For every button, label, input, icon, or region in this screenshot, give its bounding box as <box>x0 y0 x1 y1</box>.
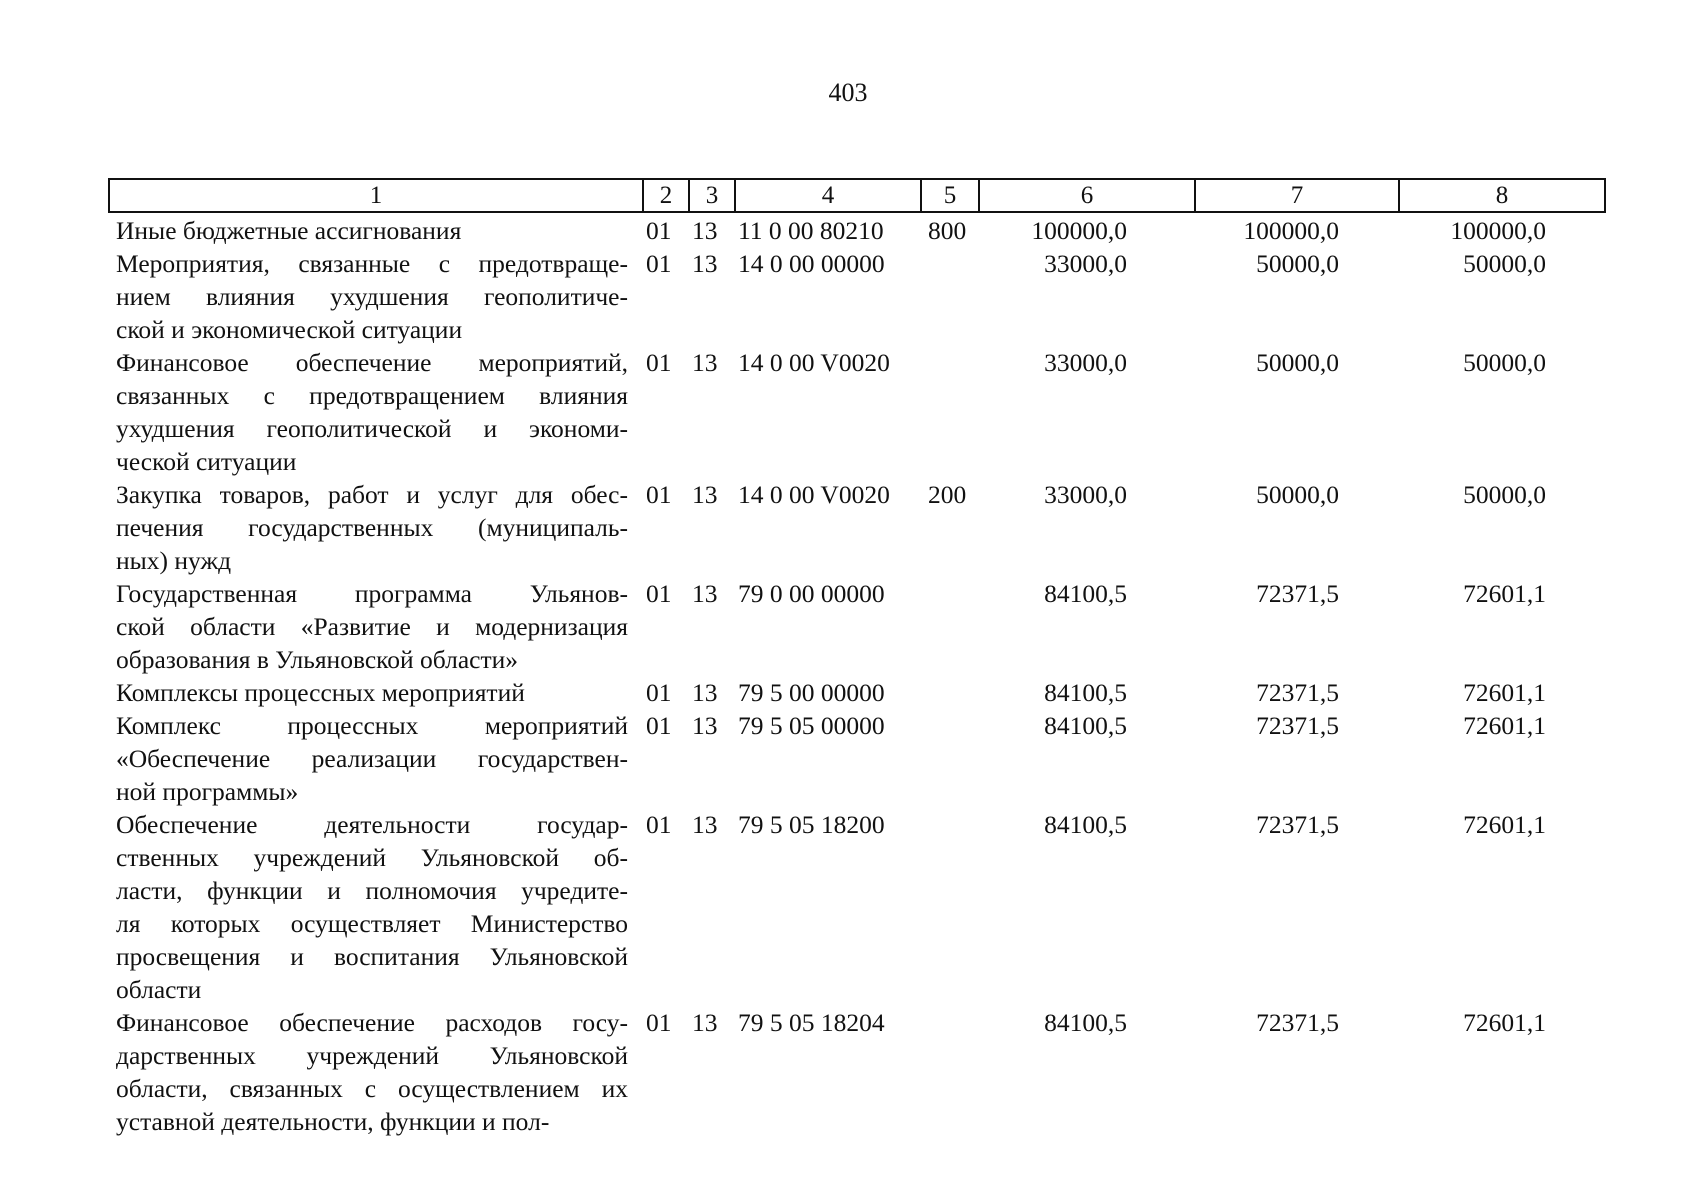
description-line: Комплекс процессных мероприятий <box>116 711 628 740</box>
cell-col-3: 13 <box>692 810 718 839</box>
description-line: нием влияния ухудшения геополитиче- <box>116 282 628 311</box>
cell-col-3: 13 <box>692 480 718 509</box>
cell-col-6: 33000,0 <box>1044 480 1127 509</box>
cell-col-8: 72601,1 <box>1463 579 1546 608</box>
column-header-8: 8 <box>1399 179 1605 212</box>
row-description <box>116 709 628 808</box>
cell-col-6: 33000,0 <box>1044 249 1127 278</box>
cell-col-6: 84100,5 <box>1044 579 1127 608</box>
cell-col-3: 13 <box>692 348 718 377</box>
description-line: «Обеспечение реализации государствен- <box>116 744 628 773</box>
table-row <box>0 247 1696 346</box>
description-line: образования в Ульяновской области» <box>116 645 519 674</box>
cell-col-7: 72371,5 <box>1256 678 1339 707</box>
description-line: ской и экономической ситуации <box>116 315 463 344</box>
description-line: Обеспечение деятельности государ- <box>116 810 628 839</box>
row-description <box>116 577 628 676</box>
row-description <box>116 346 628 478</box>
cell-col-4: 79 5 05 00000 <box>738 711 885 740</box>
cell-col-7: 50000,0 <box>1256 249 1339 278</box>
table-row <box>0 478 1696 577</box>
description-line: ласти, функции и полномочия учредите- <box>116 876 628 905</box>
cell-col-3: 13 <box>692 579 718 608</box>
column-header-2: 2 <box>643 179 689 212</box>
description-line: уставной деятельности, функции и пол- <box>116 1107 550 1136</box>
table-row <box>0 577 1696 676</box>
column-header-1: 1 <box>109 179 643 212</box>
cell-col-6: 100000,0 <box>1031 216 1127 245</box>
cell-col-8: 72601,1 <box>1463 711 1546 740</box>
cell-col-3: 13 <box>692 216 718 245</box>
cell-col-7: 72371,5 <box>1256 810 1339 839</box>
description-line: Финансовое обеспечение расходов госу- <box>116 1008 628 1037</box>
row-description <box>116 478 628 577</box>
column-header-6: 6 <box>979 179 1195 212</box>
description-line: просвещения и воспитания Ульяновской <box>116 942 628 971</box>
cell-col-4: 79 5 05 18200 <box>738 810 885 839</box>
row-description <box>116 214 628 247</box>
cell-col-7: 72371,5 <box>1256 579 1339 608</box>
cell-col-2: 01 <box>646 711 672 740</box>
cell-col-4: 14 0 00 V0020 <box>738 480 890 509</box>
description-line: ной программы» <box>116 777 299 806</box>
column-header-7: 7 <box>1195 179 1399 212</box>
cell-col-4: 79 0 00 00000 <box>738 579 885 608</box>
description-line: ных) нужд <box>116 546 232 575</box>
cell-col-8: 100000,0 <box>1450 216 1546 245</box>
cell-col-2: 01 <box>646 480 672 509</box>
cell-col-3: 13 <box>692 678 718 707</box>
row-description <box>116 808 628 1006</box>
table-row <box>0 346 1696 478</box>
cell-col-4: 14 0 00 00000 <box>738 249 885 278</box>
cell-col-8: 50000,0 <box>1463 249 1546 278</box>
column-header-4: 4 <box>735 179 921 212</box>
cell-col-6: 84100,5 <box>1044 810 1127 839</box>
cell-col-2: 01 <box>646 249 672 278</box>
table-row <box>0 808 1696 1006</box>
page-number: 403 <box>828 78 868 107</box>
column-header-3: 3 <box>689 179 735 212</box>
table-row <box>0 214 1696 247</box>
cell-col-2: 01 <box>646 678 672 707</box>
cell-col-8: 50000,0 <box>1463 480 1546 509</box>
cell-col-8: 72601,1 <box>1463 678 1546 707</box>
cell-col-7: 72371,5 <box>1256 711 1339 740</box>
description-line: печения государственных (муниципаль- <box>116 513 628 542</box>
cell-col-4: 79 5 05 18204 <box>738 1008 885 1037</box>
column-header-row <box>109 179 1605 212</box>
cell-col-2: 01 <box>646 348 672 377</box>
cell-col-5: 800 <box>928 216 967 245</box>
cell-col-8: 72601,1 <box>1463 1008 1546 1037</box>
table-row <box>0 709 1696 808</box>
cell-col-3: 13 <box>692 711 718 740</box>
table-row <box>0 676 1696 709</box>
cell-col-3: 13 <box>692 249 718 278</box>
description-line: ухудшения геополитической и экономи- <box>116 414 628 443</box>
cell-col-2: 01 <box>646 810 672 839</box>
cell-col-6: 84100,5 <box>1044 678 1127 707</box>
description-line: Финансовое обеспечение мероприятий, <box>116 348 628 377</box>
description-line: Иные бюджетные ассигнования <box>116 216 462 245</box>
description-line: Государственная программа Ульянов- <box>116 579 628 608</box>
row-description <box>116 1006 628 1138</box>
cell-col-2: 01 <box>646 1008 672 1037</box>
cell-col-7: 100000,0 <box>1243 216 1339 245</box>
description-line: Комплексы процессных мероприятий <box>116 678 525 707</box>
cell-col-7: 50000,0 <box>1256 348 1339 377</box>
cell-col-8: 50000,0 <box>1463 348 1546 377</box>
description-line: ственных учреждений Ульяновской об- <box>116 843 628 872</box>
cell-col-6: 84100,5 <box>1044 711 1127 740</box>
cell-col-4: 14 0 00 V0020 <box>738 348 890 377</box>
description-line: ской области «Развитие и модернизация <box>116 612 628 641</box>
cell-col-4: 11 0 00 80210 <box>738 216 884 245</box>
row-description <box>116 676 628 709</box>
cell-col-2: 01 <box>646 579 672 608</box>
description-line: ческой ситуации <box>116 447 297 476</box>
description-line: дарственных учреждений Ульяновской <box>116 1041 628 1070</box>
cell-col-5: 200 <box>928 480 967 509</box>
description-line: Мероприятия, связанные с предотвраще- <box>116 249 628 278</box>
column-header-5: 5 <box>921 179 979 212</box>
cell-col-8: 72601,1 <box>1463 810 1546 839</box>
description-line: Закупка товаров, работ и услуг для обес- <box>116 480 628 509</box>
table-row <box>0 1006 1696 1138</box>
cell-col-3: 13 <box>692 1008 718 1037</box>
row-description <box>116 247 628 346</box>
cell-col-7: 72371,5 <box>1256 1008 1339 1037</box>
description-line: ля которых осуществляет Министерство <box>116 909 628 938</box>
cell-col-2: 01 <box>646 216 672 245</box>
cell-col-7: 50000,0 <box>1256 480 1339 509</box>
description-line: связанных с предотвращением влияния <box>116 381 628 410</box>
description-line: области <box>116 975 202 1004</box>
cell-col-6: 33000,0 <box>1044 348 1127 377</box>
description-line: области, связанных с осуществлением их <box>116 1074 628 1103</box>
column-header-table <box>108 178 1606 213</box>
cell-col-6: 84100,5 <box>1044 1008 1127 1037</box>
cell-col-4: 79 5 00 00000 <box>738 678 885 707</box>
